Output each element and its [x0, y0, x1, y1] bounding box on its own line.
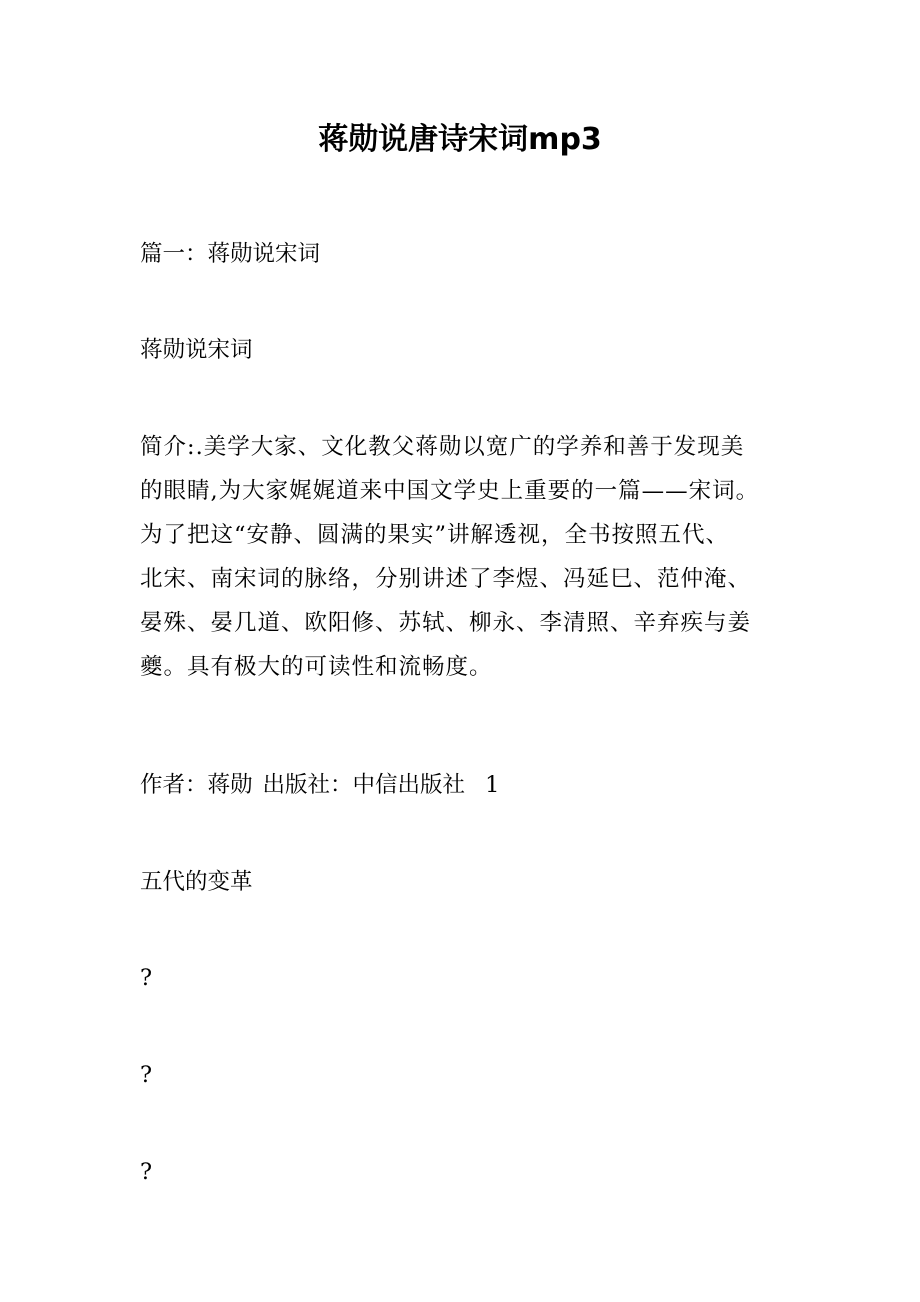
- intro-paragraph: [140, 425, 800, 689]
- placeholder-mark: ?: [140, 1062, 153, 1088]
- book-title: 蒋勋说宋词: [140, 337, 253, 363]
- intro-line: 简介:.美学大家、文化教父蒋勋以宽广的学养和善于发现美: [140, 434, 745, 460]
- placeholder-mark: ?: [140, 965, 153, 991]
- meta-number: 1: [485, 772, 500, 798]
- author-label: 作者：: [140, 772, 208, 798]
- intro-line: 晏殊、晏几道、欧阳修、苏轼、柳永、李清照、辛弃疾与姜: [140, 610, 752, 636]
- publisher-label: 出版社：: [262, 772, 353, 798]
- intro-line: 北宋、南宋词的脉络，分别讲述了李煜、冯延巳、范仲淹、: [140, 566, 752, 592]
- placeholder-mark: ?: [140, 1159, 153, 1185]
- author-name: 蒋勋: [207, 772, 253, 798]
- section-heading: 篇一：蒋勋说宋词: [140, 241, 321, 267]
- page-title: 蒋勋说唐诗宋词mp3: [318, 122, 602, 157]
- intro-line: 为了把这“安静、圆满的果实”讲解透视，全书按照五代、: [140, 522, 730, 548]
- intro-line: 的眼睛,为大家娓娓道来中国文学史上重要的一篇——宋词。: [140, 478, 760, 504]
- intro-line: 夔。具有极大的可读性和流畅度。: [140, 654, 493, 680]
- chapter-heading: 五代的变革: [140, 869, 253, 895]
- meta-line: [140, 763, 800, 807]
- publisher-name: 中信出版社: [352, 772, 466, 798]
